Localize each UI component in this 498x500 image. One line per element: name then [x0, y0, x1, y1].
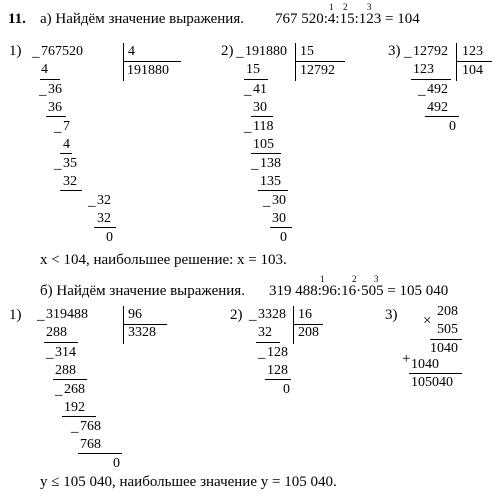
- divisor: 96: [128, 307, 142, 322]
- subtraction-line: [60, 190, 82, 191]
- subtraction-line: [44, 342, 78, 343]
- subtraction-line: [244, 79, 268, 80]
- minus-sign: _: [418, 82, 426, 98]
- times-sign: ×: [423, 313, 432, 329]
- subtraction-line: [251, 153, 281, 154]
- quotient: 191880: [127, 63, 169, 78]
- subtraction-line: [40, 79, 60, 80]
- step: 0: [106, 230, 113, 245]
- minus-sign: _: [249, 307, 257, 323]
- step: 118: [253, 119, 274, 134]
- division-label: 2): [230, 307, 243, 323]
- divisor: 4: [128, 44, 135, 59]
- minus-sign: _: [54, 156, 62, 172]
- divider-line: [123, 61, 181, 62]
- multiplication-label: 3): [385, 307, 398, 323]
- part-a-conclusion: x < 104, наибольшее решение: x = 103.: [40, 252, 287, 268]
- step: 123: [413, 62, 434, 77]
- step: 314: [55, 345, 76, 360]
- divider-line: [123, 306, 124, 344]
- factor-2: 505: [437, 322, 458, 337]
- step: 0: [283, 382, 290, 397]
- minus-sign: _: [55, 382, 63, 398]
- dividend: 12792: [413, 44, 448, 59]
- minus-sign: _: [88, 193, 96, 209]
- subtraction-line: [256, 342, 280, 343]
- division-label: 2): [221, 43, 234, 59]
- step: 268: [64, 382, 85, 397]
- step: 492: [427, 82, 448, 97]
- step: 288: [46, 325, 67, 340]
- order-mark-1: 1: [320, 274, 325, 284]
- step: 492: [427, 100, 448, 115]
- divider-line: [295, 43, 296, 81]
- minus-sign: _: [32, 44, 40, 60]
- order-mark-2: 2: [352, 274, 357, 284]
- step: 15: [246, 62, 260, 77]
- dividend: 319488: [46, 307, 88, 322]
- step: 30: [253, 100, 267, 115]
- division-label: 3): [388, 43, 401, 59]
- minus-sign: _: [244, 119, 252, 135]
- step: 128: [267, 363, 288, 378]
- subtraction-line: [251, 116, 273, 117]
- step: 288: [55, 363, 76, 378]
- part-a-heading: а) Найдём значение выражения.: [40, 11, 244, 27]
- quotient: 208: [298, 325, 319, 340]
- step: 32: [63, 174, 77, 189]
- divider-line: [293, 306, 294, 344]
- subtraction-line: [270, 227, 292, 228]
- subtraction-line: [78, 453, 122, 454]
- divider-line: [293, 324, 323, 325]
- subtraction-line: [60, 153, 72, 154]
- minus-sign: _: [46, 345, 54, 361]
- divider-line: [123, 324, 167, 325]
- minus-sign: _: [37, 307, 45, 323]
- dividend: 191880: [245, 44, 287, 59]
- step: 30: [272, 211, 286, 226]
- step: 0: [449, 119, 456, 134]
- step: 35: [63, 156, 77, 171]
- quotient: 104: [462, 63, 483, 78]
- step: 30: [272, 193, 286, 208]
- subtraction-line: [62, 416, 96, 417]
- step: 32: [97, 193, 111, 208]
- divider-line: [295, 61, 345, 62]
- part-b-conclusion: y ≤ 105 040, наибольшее значение y = 105 040.: [40, 474, 337, 490]
- step: 0: [280, 230, 287, 245]
- step: 36: [48, 82, 62, 97]
- sum-line: [409, 373, 462, 374]
- minus-sign: _: [236, 44, 244, 60]
- minus-sign: _: [39, 82, 47, 98]
- subtraction-line: [46, 116, 66, 117]
- order-mark-3: 3: [367, 2, 372, 12]
- dividend: 3328: [258, 307, 286, 322]
- subtraction-line: [425, 116, 459, 117]
- order-mark-3: 3: [374, 274, 379, 284]
- step: 4: [63, 137, 70, 152]
- subtraction-line: [411, 79, 451, 80]
- step: 32: [258, 325, 272, 340]
- step: 135: [260, 174, 281, 189]
- step: 768: [80, 437, 101, 452]
- minus-sign: _: [251, 156, 259, 172]
- quotient: 3328: [128, 325, 156, 340]
- divider-line: [456, 43, 457, 81]
- divider-line: [456, 61, 492, 62]
- order-mark-2: 2: [343, 2, 348, 12]
- partial-product-2: 1040: [411, 357, 439, 372]
- minus-sign: _: [244, 82, 252, 98]
- partial-product-1: 1040: [430, 341, 458, 356]
- step: 7: [63, 119, 70, 134]
- dividend: 767520: [41, 44, 83, 59]
- subtraction-line: [53, 379, 87, 380]
- order-mark-1: 1: [329, 2, 334, 12]
- step: 36: [48, 100, 62, 115]
- step: 192: [64, 400, 85, 415]
- divider-line: [123, 43, 124, 81]
- problem-number: 11.: [8, 11, 26, 27]
- part-a-expression: 767 520:4:15:123 = 104: [275, 11, 420, 27]
- divisor: 123: [462, 44, 483, 59]
- divisor: 16: [298, 307, 312, 322]
- factor-1: 208: [437, 304, 458, 319]
- division-label: 1): [9, 307, 22, 323]
- subtraction-line: [94, 227, 116, 228]
- plus-sign: +: [402, 351, 411, 367]
- step: 105: [253, 137, 274, 152]
- step: 4: [41, 62, 48, 77]
- step: 768: [80, 419, 101, 434]
- multiplication-line: [430, 339, 462, 340]
- step: 128: [267, 345, 288, 360]
- part-b-expression: 319 488:96:16·505 = 105 040: [269, 283, 449, 299]
- product-result: 105040: [411, 375, 453, 390]
- quotient: 12792: [300, 63, 335, 78]
- minus-sign: _: [263, 193, 271, 209]
- part-b-heading: б) Найдём значение выражения.: [40, 283, 245, 299]
- division-label: 1): [9, 43, 22, 59]
- subtraction-line: [265, 379, 291, 380]
- minus-sign: _: [258, 345, 266, 361]
- step: 138: [260, 156, 281, 171]
- step: 0: [113, 456, 120, 471]
- minus-sign: _: [404, 44, 412, 60]
- minus-sign: _: [71, 419, 79, 435]
- step: 41: [253, 82, 267, 97]
- minus-sign: _: [54, 119, 62, 135]
- step: 32: [97, 211, 111, 226]
- divisor: 15: [300, 44, 314, 59]
- subtraction-line: [258, 190, 288, 191]
